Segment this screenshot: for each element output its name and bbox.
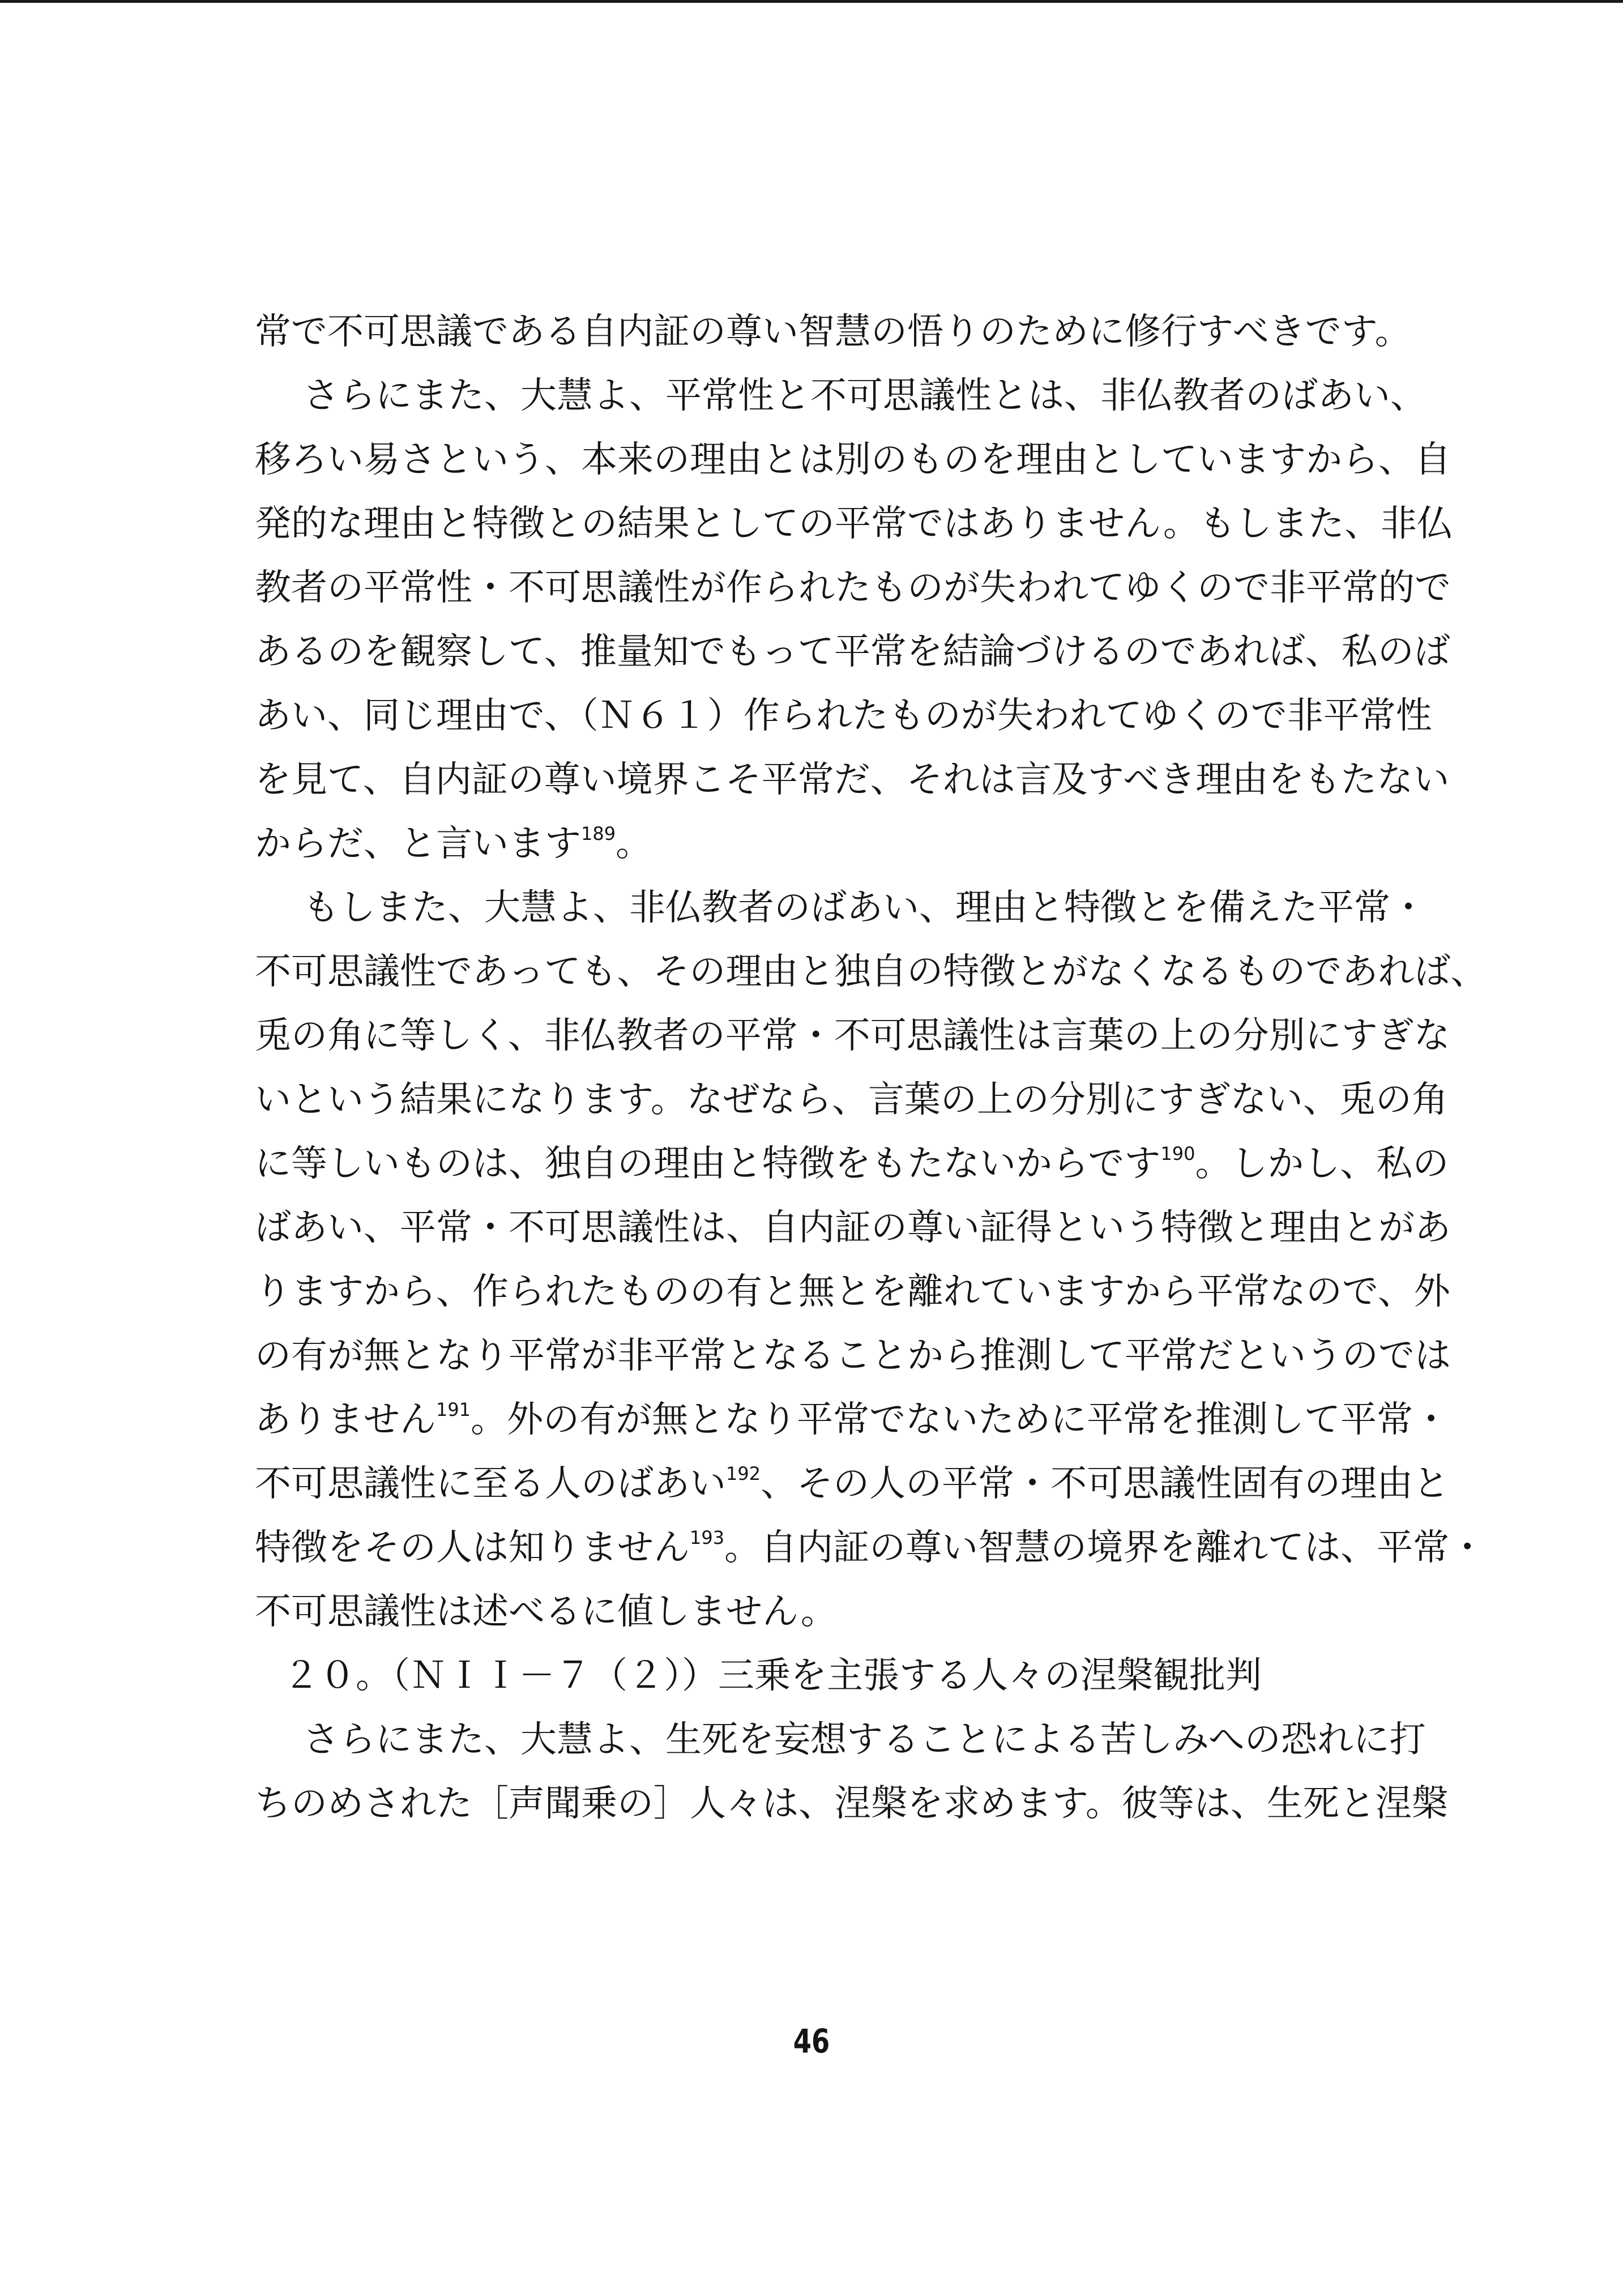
line-text: もしまた、大慧よ、非仏教者のばあい、理由と特徴とを備えた平常・ bbox=[303, 887, 1426, 929]
line-text: からだ、と言います bbox=[255, 823, 581, 865]
line-text: 不可思議性は述べるに値しません。 bbox=[255, 1591, 837, 1633]
line-text: 教者の平常性・不可思議性が作られたものが失われてゆくので非平常的で bbox=[255, 567, 1451, 609]
text-line bbox=[255, 1452, 1450, 1516]
page-number: 46 bbox=[793, 2022, 830, 2060]
text-line bbox=[255, 364, 1426, 428]
text-line bbox=[255, 1708, 1426, 1772]
line-text: 特徴をその人は知りません bbox=[255, 1527, 690, 1569]
text-line bbox=[255, 1132, 1449, 1196]
line-text: に等しいものは、独自の理由と特徴をもたないからです bbox=[255, 1143, 1161, 1185]
footnote-ref: 189 bbox=[581, 823, 616, 844]
line-text: 移ろい易さという、本来の理由とは別のものを理由としていますから、自 bbox=[255, 439, 1451, 481]
text-line bbox=[255, 428, 1451, 492]
text-line bbox=[255, 1772, 1448, 1836]
footnote-ref: 193 bbox=[690, 1527, 725, 1548]
text-line bbox=[255, 1324, 1451, 1388]
line-text: いという結果になります。なぜなら、言葉の上の分別にすぎない、兎の角 bbox=[255, 1079, 1448, 1121]
line-text-continued: 。 bbox=[616, 823, 652, 865]
section-heading bbox=[255, 1644, 1308, 1708]
line-text: 常で不可思議である自内証の尊い智慧の悟りのために修行すべきです。 bbox=[255, 311, 1411, 353]
text-line bbox=[255, 620, 1450, 684]
page-top-edge bbox=[0, 0, 1623, 3]
footnote-ref: 190 bbox=[1160, 1143, 1195, 1164]
line-text: ばあい、平常・不可思議性は、自内証の尊い証得という特徴と理由とがあ bbox=[255, 1207, 1451, 1249]
line-text: を見て、自内証の尊い境界こそ平常だ、それは言及すべき理由をもたない bbox=[255, 759, 1450, 801]
line-text: の有が無となり平常が非平常となることから推測して平常だというのでは bbox=[255, 1335, 1451, 1377]
text-line bbox=[255, 556, 1451, 620]
text-line bbox=[255, 1004, 1450, 1068]
text-line bbox=[255, 1068, 1448, 1132]
line-text: さらにまた、大慧よ、平常性と不可思議性とは、非仏教者のばあい、 bbox=[303, 375, 1426, 417]
line-text: ２０。（ＮＩＩ－７（２））三乗を主張する人々の涅槃観批判 bbox=[283, 1655, 1262, 1697]
text-line bbox=[255, 684, 1432, 748]
line-text: りますから、作られたものの有と無とを離れていますから平常なので、外 bbox=[255, 1271, 1450, 1313]
line-text: さらにまた、大慧よ、生死を妄想することによる苦しみへの恐れに打 bbox=[303, 1719, 1426, 1761]
line-text: 不可思議性であっても、その理由と独自の特徴とがなくなるものであれば、 bbox=[255, 951, 1487, 993]
text-line bbox=[255, 748, 1450, 812]
line-text: ありません bbox=[255, 1399, 436, 1441]
body-text bbox=[255, 300, 1487, 1836]
line-text-continued: 。しかし、私の bbox=[1195, 1143, 1449, 1185]
text-line bbox=[255, 492, 1453, 556]
line-text: 兎の角に等しく、非仏教者の平常・不可思議性は言葉の上の分別にすぎな bbox=[255, 1015, 1450, 1057]
line-text: あい、同じ理由で、（Ｎ６１）作られたものが失われてゆくので非平常性 bbox=[255, 695, 1432, 737]
line-text: あるのを観察して、推量知でもって平常を結論づけるのであれば、私のば bbox=[255, 631, 1450, 673]
text-line bbox=[255, 300, 1411, 364]
footnote-ref: 191 bbox=[436, 1399, 471, 1420]
line-text: 不可思議性に至る人のばあい bbox=[255, 1463, 726, 1505]
text-line bbox=[255, 812, 1308, 876]
text-line bbox=[255, 1260, 1450, 1324]
footnote-ref: 192 bbox=[726, 1463, 761, 1484]
line-text-continued: 、その人の平常・不可思議性固有の理由と bbox=[761, 1463, 1450, 1505]
text-line bbox=[255, 1196, 1451, 1260]
text-line bbox=[255, 1388, 1450, 1452]
line-text: 発的な理由と特徴との結果としての平常ではありません。もしまた、非仏 bbox=[255, 503, 1453, 545]
line-text: ちのめされた［声聞乗の］人々は、涅槃を求めます。彼等は、生死と涅槃 bbox=[255, 1783, 1448, 1825]
text-line bbox=[255, 1580, 1308, 1644]
line-text-continued: 。外の有が無となり平常でないために平常を推測して平常・ bbox=[471, 1399, 1450, 1441]
text-line bbox=[255, 1516, 1486, 1580]
text-line bbox=[255, 940, 1487, 1004]
text-line bbox=[255, 876, 1426, 940]
line-text-continued: 。自内証の尊い智慧の境界を離れては、平常・ bbox=[724, 1527, 1486, 1569]
